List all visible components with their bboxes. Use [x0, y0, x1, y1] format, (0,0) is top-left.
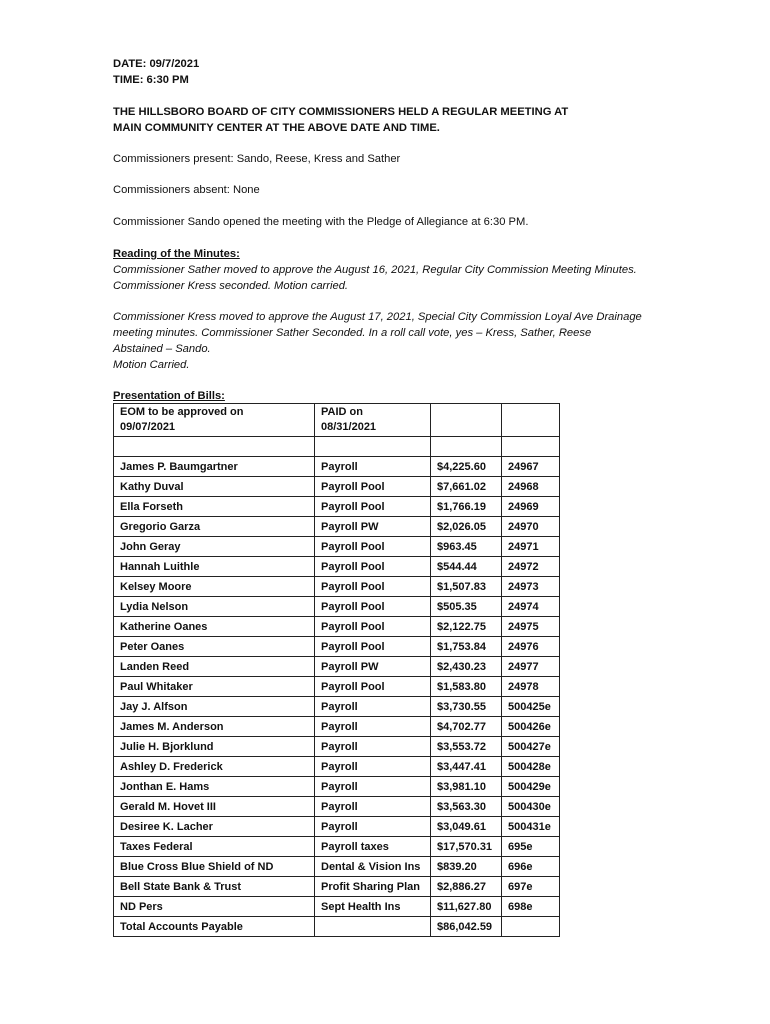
table-row — [114, 497, 560, 517]
commissioners-absent: Commissioners absent: None — [113, 184, 260, 196]
amount-cell: $2,886.27 — [431, 877, 502, 897]
payee-cell: Gregorio Garza — [114, 517, 315, 537]
type-cell: Dental & Vision Ins — [315, 857, 431, 877]
payee-cell: Ashley D. Frederick — [114, 757, 315, 777]
bills-heading: Presentation of Bills: — [113, 390, 225, 402]
type-cell: Payroll — [315, 817, 431, 837]
table-row — [114, 597, 560, 617]
table-row — [114, 457, 560, 477]
ref-cell: 500430e — [502, 797, 560, 817]
amount-cell: $3,981.10 — [431, 777, 502, 797]
minutes-p2-line4: Motion Carried. — [113, 359, 190, 371]
header-paid — [315, 404, 431, 437]
type-cell: Payroll — [315, 457, 431, 477]
ref-cell: 24967 — [502, 457, 560, 477]
ref-cell: 695e — [502, 837, 560, 857]
amount-cell: $505.35 — [431, 597, 502, 617]
payee-cell: Gerald M. Hovet III — [114, 797, 315, 817]
amount-cell: $963.45 — [431, 537, 502, 557]
ref-cell: 500427e — [502, 737, 560, 757]
table-row — [114, 757, 560, 777]
ref-cell: 696e — [502, 857, 560, 877]
table-row — [114, 857, 560, 877]
type-cell: Payroll — [315, 757, 431, 777]
header-eom — [114, 404, 315, 437]
payee-cell: James P. Baumgartner — [114, 457, 315, 477]
table-row — [114, 577, 560, 597]
payee-cell: Paul Whitaker — [114, 677, 315, 697]
ref-cell: 24976 — [502, 637, 560, 657]
type-cell: Payroll taxes — [315, 837, 431, 857]
payee-cell: Total Accounts Payable — [114, 917, 315, 937]
total-row — [114, 917, 560, 937]
table-row — [114, 777, 560, 797]
type-cell: Payroll — [315, 737, 431, 757]
table-row — [114, 797, 560, 817]
payee-cell: Ella Forseth — [114, 497, 315, 517]
payee-cell: Landen Reed — [114, 657, 315, 677]
blank-row — [114, 437, 560, 457]
header-paid-line2: 08/31/2021 — [321, 421, 377, 433]
amount-cell: $86,042.59 — [431, 917, 502, 937]
amount-cell: $3,730.55 — [431, 697, 502, 717]
bills-table — [113, 403, 560, 937]
type-cell: Payroll Pool — [315, 557, 431, 577]
ref-cell: 24971 — [502, 537, 560, 557]
ref-cell: 24969 — [502, 497, 560, 517]
header-paid-line1: PAID on — [321, 406, 363, 418]
minutes-p1-line2: Commissioner Kress seconded. Motion carried. — [113, 280, 349, 292]
ref-cell: 24978 — [502, 677, 560, 697]
payee-cell: John Geray — [114, 537, 315, 557]
amount-cell: $2,026.05 — [431, 517, 502, 537]
amount-cell: $1,507.83 — [431, 577, 502, 597]
type-cell: Payroll Pool — [315, 677, 431, 697]
ref-cell: 24975 — [502, 617, 560, 637]
payee-cell: Kelsey Moore — [114, 577, 315, 597]
payee-cell: James M. Anderson — [114, 717, 315, 737]
amount-cell: $839.20 — [431, 857, 502, 877]
amount-cell: $3,447.41 — [431, 757, 502, 777]
payee-cell: Kathy Duval — [114, 477, 315, 497]
type-cell: Payroll — [315, 717, 431, 737]
amount-cell: $11,627.80 — [431, 897, 502, 917]
ref-cell: 24970 — [502, 517, 560, 537]
ref-cell: 698e — [502, 897, 560, 917]
payee-cell: Taxes Federal — [114, 837, 315, 857]
ref-cell: 24974 — [502, 597, 560, 617]
ref-cell: 500429e — [502, 777, 560, 797]
type-cell: Profit Sharing Plan — [315, 877, 431, 897]
payee-cell: Jay J. Alfson — [114, 697, 315, 717]
amount-cell: $1,766.19 — [431, 497, 502, 517]
table-row — [114, 837, 560, 857]
table-row — [114, 697, 560, 717]
payee-cell: Desiree K. Lacher — [114, 817, 315, 837]
payee-cell: Hannah Luithle — [114, 557, 315, 577]
payee-cell: Katherine Oanes — [114, 617, 315, 637]
payee-cell: Blue Cross Blue Shield of ND — [114, 857, 315, 877]
ref-cell: 500425e — [502, 697, 560, 717]
amount-cell: $3,553.72 — [431, 737, 502, 757]
table-row — [114, 877, 560, 897]
type-cell: Payroll — [315, 697, 431, 717]
amount-cell: $4,225.60 — [431, 457, 502, 477]
payee-cell: Bell State Bank & Trust — [114, 877, 315, 897]
type-cell: Payroll Pool — [315, 597, 431, 617]
amount-cell: $544.44 — [431, 557, 502, 577]
amount-cell: $3,563.30 — [431, 797, 502, 817]
intro-line-1: THE HILLSBORO BOARD OF CITY COMMISSIONERS HELD A REGULAR MEETING AT — [113, 106, 569, 118]
header-eom-line1: EOM to be approved on — [120, 406, 244, 418]
meeting-time: TIME: 6:30 PM — [113, 74, 189, 86]
type-cell: Payroll Pool — [315, 477, 431, 497]
payee-cell: ND Pers — [114, 897, 315, 917]
meeting-date: DATE: 09/7/2021 — [113, 58, 200, 70]
table-row — [114, 557, 560, 577]
meeting-opened: Commissioner Sando opened the meeting with the Pledge of Allegiance at 6:30 PM. — [113, 216, 529, 228]
type-cell: Payroll — [315, 797, 431, 817]
amount-cell: $3,049.61 — [431, 817, 502, 837]
commissioners-present: Commissioners present: Sando, Reese, Kress and Sather — [113, 153, 401, 165]
payee-cell: Julie H. Bjorklund — [114, 737, 315, 757]
type-cell: Payroll PW — [315, 657, 431, 677]
table-row — [114, 897, 560, 917]
type-cell: Payroll Pool — [315, 497, 431, 517]
payee-cell: Jonthan E. Hams — [114, 777, 315, 797]
ref-cell: 500431e — [502, 817, 560, 837]
type-cell: Payroll Pool — [315, 577, 431, 597]
table-row — [114, 657, 560, 677]
amount-cell: $17,570.31 — [431, 837, 502, 857]
table-row — [114, 637, 560, 657]
amount-cell: $1,753.84 — [431, 637, 502, 657]
table-row — [114, 817, 560, 837]
bill-rows — [114, 457, 560, 937]
ref-cell: 24977 — [502, 657, 560, 677]
amount-cell: $2,430.23 — [431, 657, 502, 677]
payee-cell: Peter Oanes — [114, 637, 315, 657]
type-cell: Payroll Pool — [315, 537, 431, 557]
table-row — [114, 617, 560, 637]
header-eom-line2: 09/07/2021 — [120, 421, 176, 433]
minutes-p2-line2: meeting minutes. Commissioner Sather Seconded. In a roll call vote, yes – Kress, Sather, Reese — [113, 327, 592, 339]
payee-cell: Lydia Nelson — [114, 597, 315, 617]
header-amount — [431, 404, 502, 437]
table-row — [114, 477, 560, 497]
type-cell: Payroll PW — [315, 517, 431, 537]
minutes-heading: Reading of the Minutes: — [113, 248, 240, 260]
type-cell: Payroll — [315, 777, 431, 797]
ref-cell: 24973 — [502, 577, 560, 597]
amount-cell: $4,702.77 — [431, 717, 502, 737]
header-ref — [502, 404, 560, 437]
table-row — [114, 537, 560, 557]
table-row — [114, 717, 560, 737]
amount-cell: $1,583.80 — [431, 677, 502, 697]
type-cell: Payroll Pool — [315, 637, 431, 657]
type-cell — [315, 917, 431, 937]
table-row — [114, 517, 560, 537]
ref-cell: 500428e — [502, 757, 560, 777]
ref-cell: 24968 — [502, 477, 560, 497]
table-row — [114, 677, 560, 697]
bills-header-row — [114, 404, 560, 437]
minutes-p2-line3: Abstained – Sando. — [113, 343, 211, 355]
table-row — [114, 737, 560, 757]
minutes-p2-line1: Commissioner Kress moved to approve the August 17, 2021, Special City Commission Loyal Ave Drainage — [113, 311, 642, 323]
type-cell: Sept Health Ins — [315, 897, 431, 917]
minutes-p1-line1: Commissioner Sather moved to approve the August 16, 2021, Regular City Commission Meeting Minutes. — [113, 264, 637, 276]
amount-cell: $7,661.02 — [431, 477, 502, 497]
ref-cell — [502, 917, 560, 937]
type-cell: Payroll Pool — [315, 617, 431, 637]
ref-cell: 500426e — [502, 717, 560, 737]
ref-cell: 697e — [502, 877, 560, 897]
amount-cell: $2,122.75 — [431, 617, 502, 637]
intro-line-2: MAIN COMMUNITY CENTER AT THE ABOVE DATE AND TIME. — [113, 122, 440, 134]
ref-cell: 24972 — [502, 557, 560, 577]
